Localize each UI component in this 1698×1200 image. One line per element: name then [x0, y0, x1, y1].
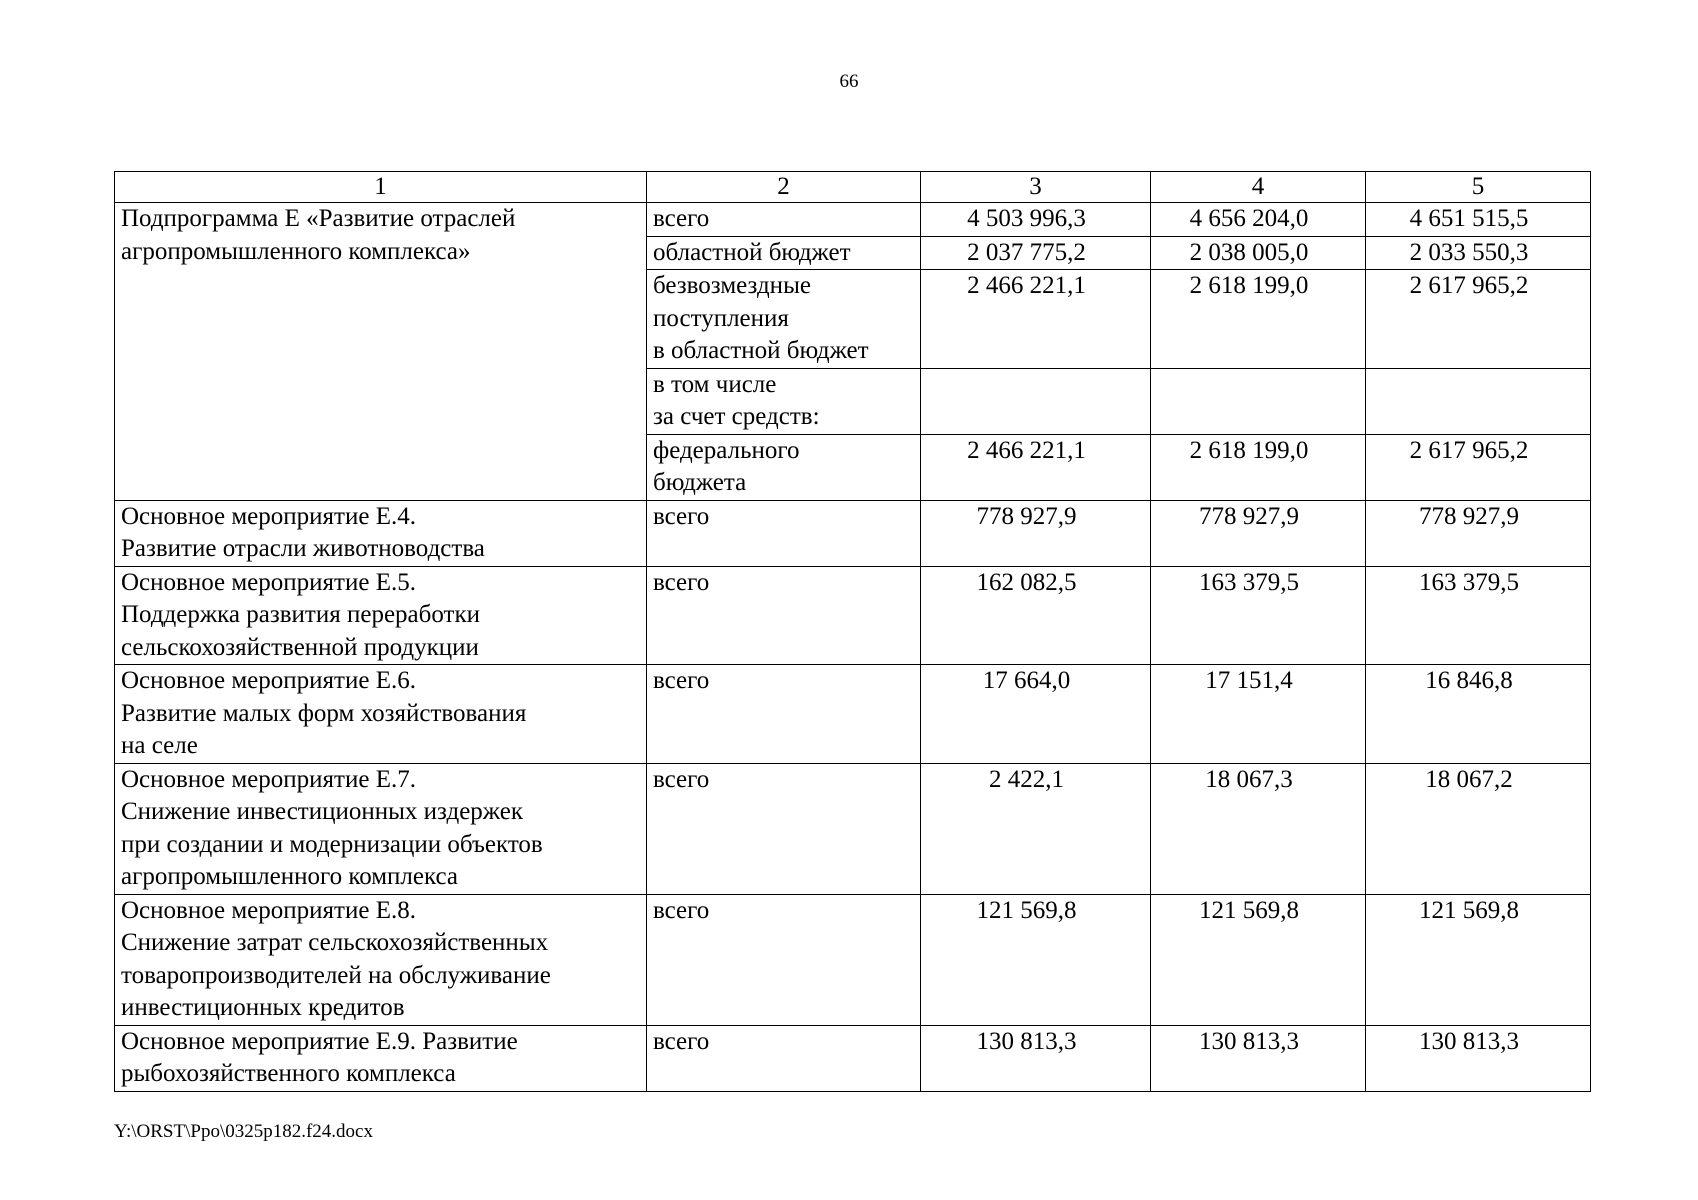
value-cell: 130 813,3: [921, 1025, 1151, 1091]
value-cell: 2 038 005,0: [1151, 236, 1366, 270]
funding-source: безвозмездные поступления в областной бюджет: [647, 270, 921, 369]
value-cell: 121 569,8: [1366, 894, 1591, 1025]
table-row: [115, 203, 1591, 237]
funding-source: всего: [647, 894, 921, 1025]
funding-source: всего: [647, 763, 921, 894]
value-cell: [1366, 368, 1591, 434]
value-cell: 4 656 204,0: [1151, 203, 1366, 237]
value-cell: 17 664,0: [921, 665, 1151, 764]
funding-source: всего: [647, 665, 921, 764]
value-cell: [1151, 368, 1366, 434]
measure-name: Основное мероприятие Е.4. Развитие отрасли животноводства: [115, 500, 647, 566]
value-cell: 163 379,5: [1366, 566, 1591, 665]
value-cell: 18 067,2: [1366, 763, 1591, 894]
table-row: [115, 500, 1591, 566]
column-number-3: 3: [921, 172, 1151, 203]
funding-source: всего: [647, 203, 921, 237]
page-number: 66: [839, 71, 859, 92]
value-cell: 778 927,9: [921, 500, 1151, 566]
measure-name: Основное мероприятие Е.9. Развитие рыбохозяйственного комплекса: [115, 1025, 647, 1091]
funding-source: всего: [647, 1025, 921, 1091]
value-cell: 778 927,9: [1151, 500, 1366, 566]
value-cell: 121 569,8: [1151, 894, 1366, 1025]
value-cell: 18 067,3: [1151, 763, 1366, 894]
value-cell: 2 466 221,1: [921, 434, 1151, 500]
funding-source: областной бюджет: [647, 236, 921, 270]
value-cell: 130 813,3: [1366, 1025, 1591, 1091]
value-cell: 2 617 965,2: [1366, 270, 1591, 369]
measure-name: Основное мероприятие Е.6. Развитие малых форм хозяйствования на селе: [115, 665, 647, 764]
value-cell: 2 422,1: [921, 763, 1151, 894]
value-cell: [921, 368, 1151, 434]
table-row: [115, 763, 1591, 894]
value-cell: 4 503 996,3: [921, 203, 1151, 237]
value-cell: 121 569,8: [921, 894, 1151, 1025]
column-number-2: 2: [647, 172, 921, 203]
table-row: [115, 566, 1591, 665]
value-cell: 130 813,3: [1151, 1025, 1366, 1091]
subprogram-name: Подпрограмма Е «Развитие отраслей агропромышленного комплекса»: [115, 203, 647, 501]
value-cell: 2 033 550,3: [1366, 236, 1591, 270]
table-row: [115, 1025, 1591, 1091]
value-cell: 2 618 199,0: [1151, 434, 1366, 500]
value-cell: 778 927,9: [1366, 500, 1591, 566]
value-cell: 2 037 775,2: [921, 236, 1151, 270]
value-cell: 2 617 965,2: [1366, 434, 1591, 500]
financing-table: [114, 171, 1591, 1092]
value-cell: 2 466 221,1: [921, 270, 1151, 369]
funding-source: федерального бюджета: [647, 434, 921, 500]
value-cell: 16 846,8: [1366, 665, 1591, 764]
table-row: [115, 665, 1591, 764]
value-cell: 4 651 515,5: [1366, 203, 1591, 237]
value-cell: 163 379,5: [1151, 566, 1366, 665]
column-number-1: 1: [115, 172, 647, 203]
column-number-4: 4: [1151, 172, 1366, 203]
measure-name: Основное мероприятие Е.5. Поддержка развития переработки сельскохозяйственной продукции: [115, 566, 647, 665]
measure-name: Основное мероприятие Е.7. Снижение инвестиционных издержек при создании и модернизации объектов агропромышленного комплекса: [115, 763, 647, 894]
measure-name: Основное мероприятие Е.8. Снижение затрат сельскохозяйственных товаропроизводителей на обслуживание инвестиционных кредитов: [115, 894, 647, 1025]
value-cell: 162 082,5: [921, 566, 1151, 665]
funding-source: в том числе за счет средств:: [647, 368, 921, 434]
table-row: [115, 894, 1591, 1025]
value-cell: 2 618 199,0: [1151, 270, 1366, 369]
table-header-row: [115, 172, 1591, 203]
footer-file-path: Y:\ORST\Ppo\0325p182.f24.docx: [114, 1121, 373, 1142]
column-number-5: 5: [1366, 172, 1591, 203]
funding-source: всего: [647, 500, 921, 566]
funding-source: всего: [647, 566, 921, 665]
value-cell: 17 151,4: [1151, 665, 1366, 764]
